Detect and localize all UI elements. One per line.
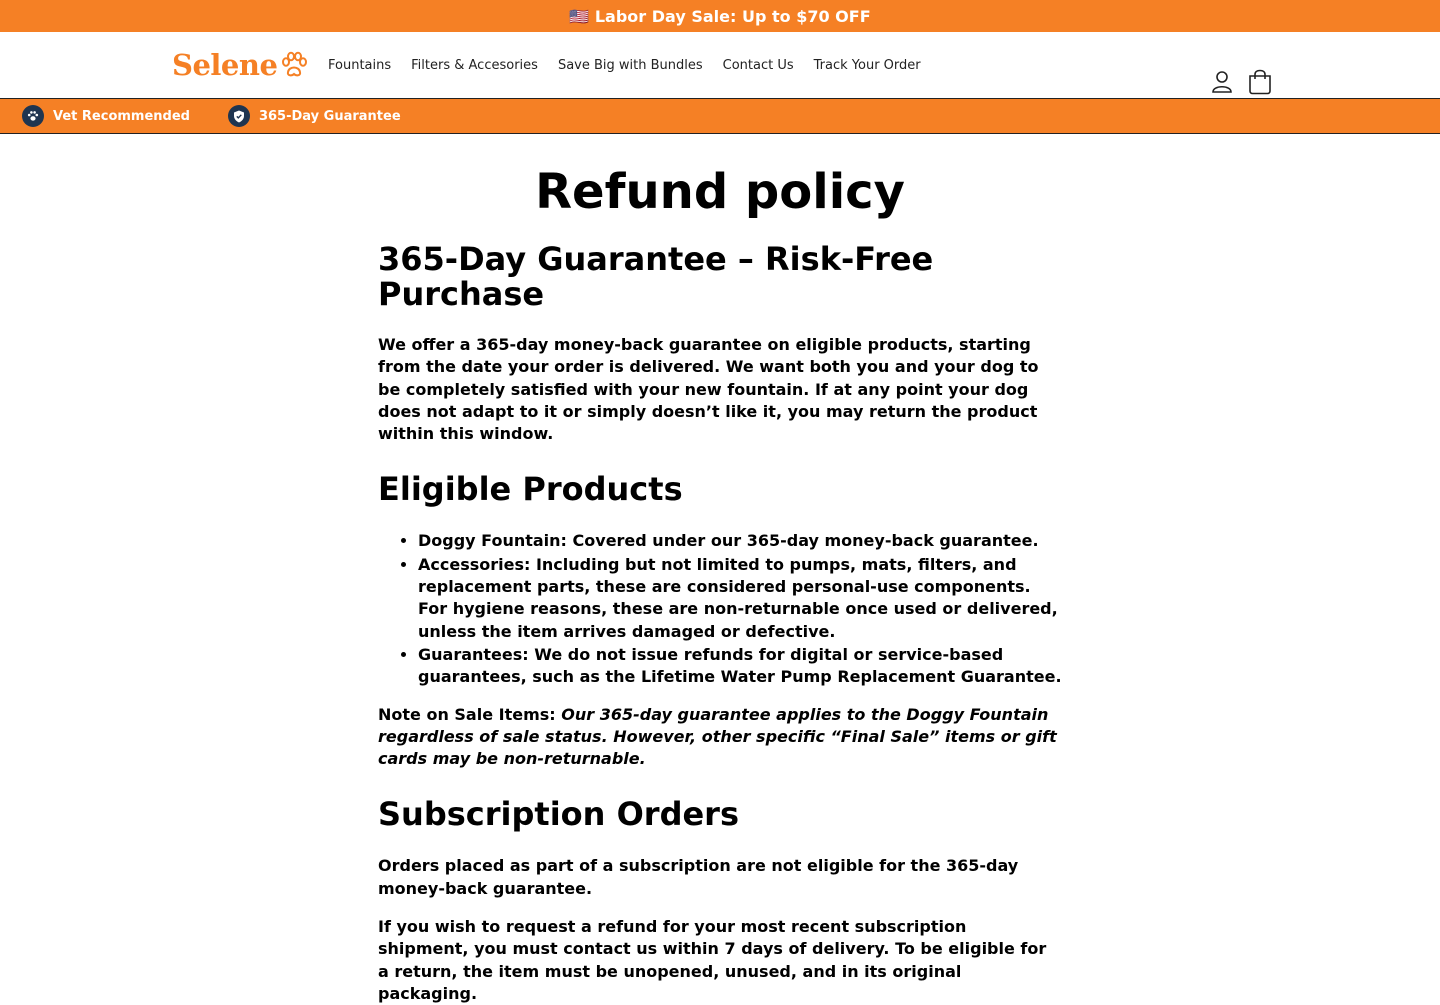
paw-logo-icon — [280, 52, 308, 78]
announcement-bar — [0, 0, 1440, 32]
policy-content — [378, 164, 1062, 1005]
trust-bar — [0, 99, 1440, 134]
subscription-heading: Subscription Orders — [378, 795, 739, 834]
eligible-list — [378, 530, 1062, 688]
logo[interactable] — [172, 48, 308, 82]
subscription-paragraph-2: If you wish to request a refund for your most recent subscription shipment, you must contact us within 7 days of delivery. To be eligible for a return, the item must be unopened, unused, and in its original packaging. — [378, 917, 1047, 1003]
sale-note — [378, 704, 1062, 771]
nav-contact[interactable]: Contact Us — [722, 57, 794, 73]
trust-label-vet: Vet Recommended — [53, 108, 190, 124]
logo-text: Selene — [172, 48, 278, 82]
subscription-paragraph-1: Orders placed as part of a subscription are not eligible for the 365-day money-back guarantee. — [378, 856, 1019, 898]
trust-label-guarantee: 365-Day Guarantee — [258, 108, 401, 124]
list-item: • Guarantees: We do not issue refunds for digital or service-based guarantees, such as the Lifetime Water Pump Replacement Guarantee. — [418, 644, 1062, 689]
nav-fountains[interactable]: Fountains — [328, 57, 392, 73]
eligible-heading: Eligible Products — [378, 470, 683, 509]
header-icons — [1208, 68, 1274, 96]
paw-icon — [22, 105, 44, 127]
sale-note-label: Note on Sale Items: — [378, 704, 562, 724]
nav-filters-accessories[interactable]: Filters & Accesories — [411, 57, 538, 73]
account-icon[interactable] — [1208, 68, 1236, 96]
list-item: • Doggy Fountain: Covered under our 365-day money-back guarantee. — [418, 530, 1062, 552]
announcement-text: 🇺🇸 Labor Day Sale: Up to $70 OFF — [569, 6, 871, 26]
page-title: Refund policy — [535, 164, 905, 220]
site-header — [0, 32, 1440, 99]
sale-note-text: Our 365-day guarantee applies to the Doggy Fountain regardless of sale status. However, other specific “Final Sale” items or gift cards may be non-returnable. — [378, 704, 1057, 769]
main-nav — [318, 32, 931, 98]
nav-track-order[interactable]: Track Your Order — [813, 57, 921, 73]
list-item: • Accessories: Including but not limited to pumps, mats, filters, and replacement parts, these are considered personal-use components. For hygiene reasons, these are non-returnable once used or delivered, unless the item arrives damaged or defective. — [418, 554, 1062, 643]
trust-item-vet — [22, 105, 190, 127]
trust-item-guarantee — [228, 105, 401, 127]
cart-icon[interactable] — [1246, 68, 1274, 96]
nav-bundles[interactable]: Save Big with Bundles — [557, 57, 703, 73]
guarantee-heading: 365-Day Guarantee – Risk-Free Purchase — [378, 240, 934, 313]
intro-paragraph: We offer a 365-day money-back guarantee on eligible products, starting from the date your order is delivered. We want both you and your dog to be completely satisfied with your new fountain. If at any point your dog does not adapt to it or simply doesn’t like it, you may return the product within this window. — [378, 335, 1039, 444]
shield-icon — [228, 105, 250, 127]
